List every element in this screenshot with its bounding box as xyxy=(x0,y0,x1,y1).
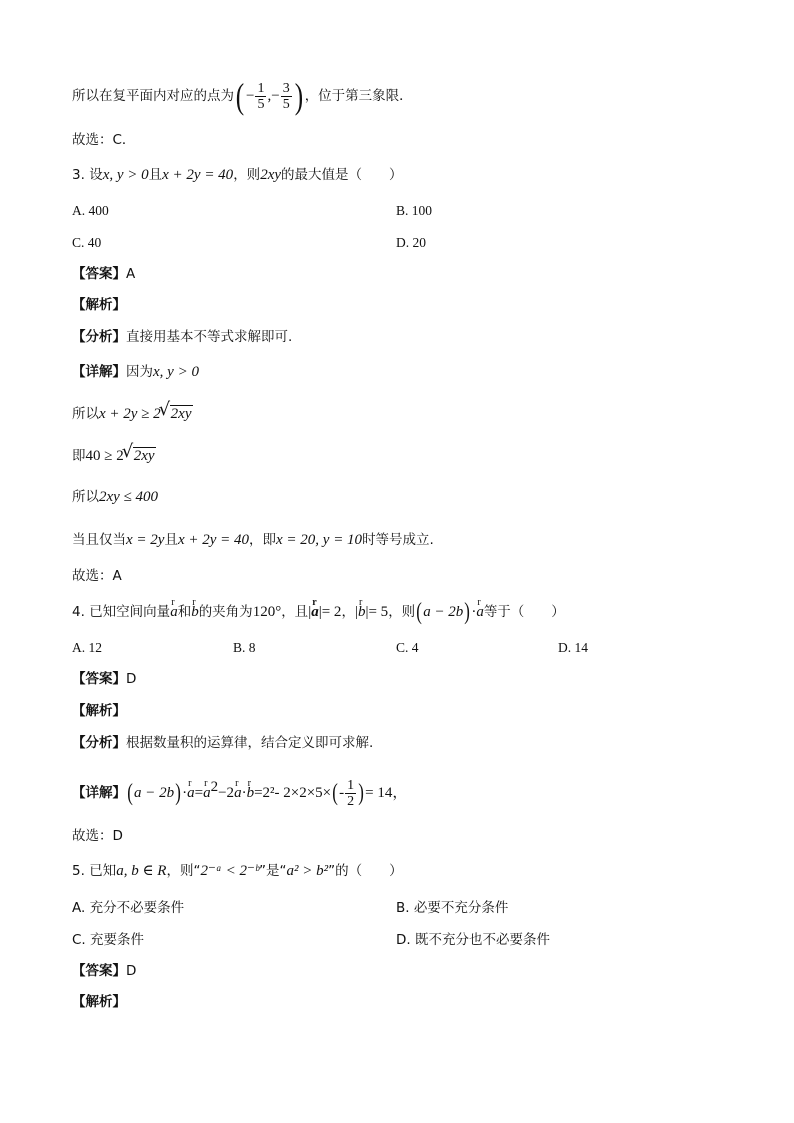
q5-option-d: D. 既不充分也不必要条件 xyxy=(396,932,550,948)
q3-detail: 【详解】因为x, y > 0 xyxy=(72,364,199,380)
q2-choice: 故选：C． xyxy=(72,132,136,148)
point-frac-1: $\frac{1}{5}$ xyxy=(257,80,265,112)
q3-step-4: 当且仅当x = 2y且x + 2y = 40，即x = 20, y = 10时等号成立. xyxy=(72,532,434,548)
q4-option-c: C. 4 xyxy=(396,640,419,655)
q4-stem: 4. 已知空间向量r a和r b的夹角为120°，且|r a|= 2，|r b|= 5，则(a − 2b)·r a等于（ ） xyxy=(72,600,565,624)
q3-analysis-heading: 【解析】 xyxy=(72,297,126,313)
q4-option-a: A. 12 xyxy=(72,640,102,655)
q5-option-b: B. 必要不充分条件 xyxy=(396,900,509,916)
q3-option-a: A. 400 xyxy=(72,203,109,218)
q3-step-3: 所以2xy ≤ 400 xyxy=(72,489,159,505)
q4-expression: a − 2b xyxy=(423,604,464,620)
q3-option-b: B. 100 xyxy=(396,203,433,218)
paren-left: ( xyxy=(235,76,245,116)
q4-analysis-heading: 【解析】 xyxy=(72,703,126,719)
q5-stem: 5. 已知a, b ∈ R，则“2⁻ᵃ < 2⁻ᵇ”是“a² > b²”的（ ） xyxy=(72,863,403,879)
q3-condition-1: x, y > 0 xyxy=(102,167,149,183)
q4-detail: 【详解】(a − 2b)·r a=r $a^2-2r$ a·r b=2²- 2×2×5×(- $\frac{1}{2}$ )= 14， xyxy=(72,777,407,809)
q3-choice: 故选：A xyxy=(72,568,122,584)
detail-frac: $\frac{1}{2}$ xyxy=(347,777,355,809)
q3-expression: 2xy xyxy=(260,167,282,183)
q5-answer: 【答案】D xyxy=(72,963,137,979)
paren-right: ) xyxy=(294,76,303,116)
q3-option-d: D. 20 xyxy=(396,235,426,250)
q3-fenxi: 【分析】直接用基本不等式求解即可. xyxy=(72,329,293,345)
q4-fenxi: 【分析】根据数量积的运算律，结合定义即可求解. xyxy=(72,735,374,751)
q2-text: 所以在复平面内对应的点为 xyxy=(72,88,234,104)
point-frac-2: $\frac{3}{5}$ xyxy=(282,80,290,112)
q4-option-b: B. 8 xyxy=(233,640,256,655)
q3-step-1: 所以x + 2y ≥ 2√ 2xy xyxy=(72,404,193,424)
sqrt-symbol: √ 2xy xyxy=(161,404,193,424)
q5-inequality-2: a² > b² xyxy=(286,863,329,879)
q3-stem: 3. 设x, y > 0且x + 2y = 40，则2xy的最大值是（ ） xyxy=(72,167,403,183)
q5-analysis-heading: 【解析】 xyxy=(72,994,126,1010)
q4-option-d: D. 14 xyxy=(558,640,588,655)
q5-inequality-1: 2⁻ᵃ < 2⁻ᵇ xyxy=(200,863,259,879)
q5-condition: a, b ∈ R xyxy=(116,863,167,879)
q5-option-c: C. 充要条件 xyxy=(72,932,145,948)
q5-option-a: A. 充分不必要条件 xyxy=(72,900,185,916)
q2-text-end: ，位于第三象限． xyxy=(304,88,413,104)
sqrt-symbol: √ 2xy xyxy=(124,446,156,466)
q3-condition-2: x + 2y = 40 xyxy=(162,167,234,183)
vector-b: r b xyxy=(191,602,199,622)
q4-choice: 故选：D xyxy=(72,828,123,844)
q3-answer: 【答案】A xyxy=(72,266,136,282)
q4-answer: 【答案】D xyxy=(72,671,137,687)
q2-conclusion: 所以在复平面内对应的点为( − $\frac{1}{5}$ ,− $\frac{3}{5}$ ) ，位于第三象限． xyxy=(72,76,413,116)
vector-a: r a xyxy=(170,602,178,622)
q3-step-2: 即40 ≥ 2√ 2xy xyxy=(72,446,156,466)
q3-option-c: C. 40 xyxy=(72,235,102,250)
